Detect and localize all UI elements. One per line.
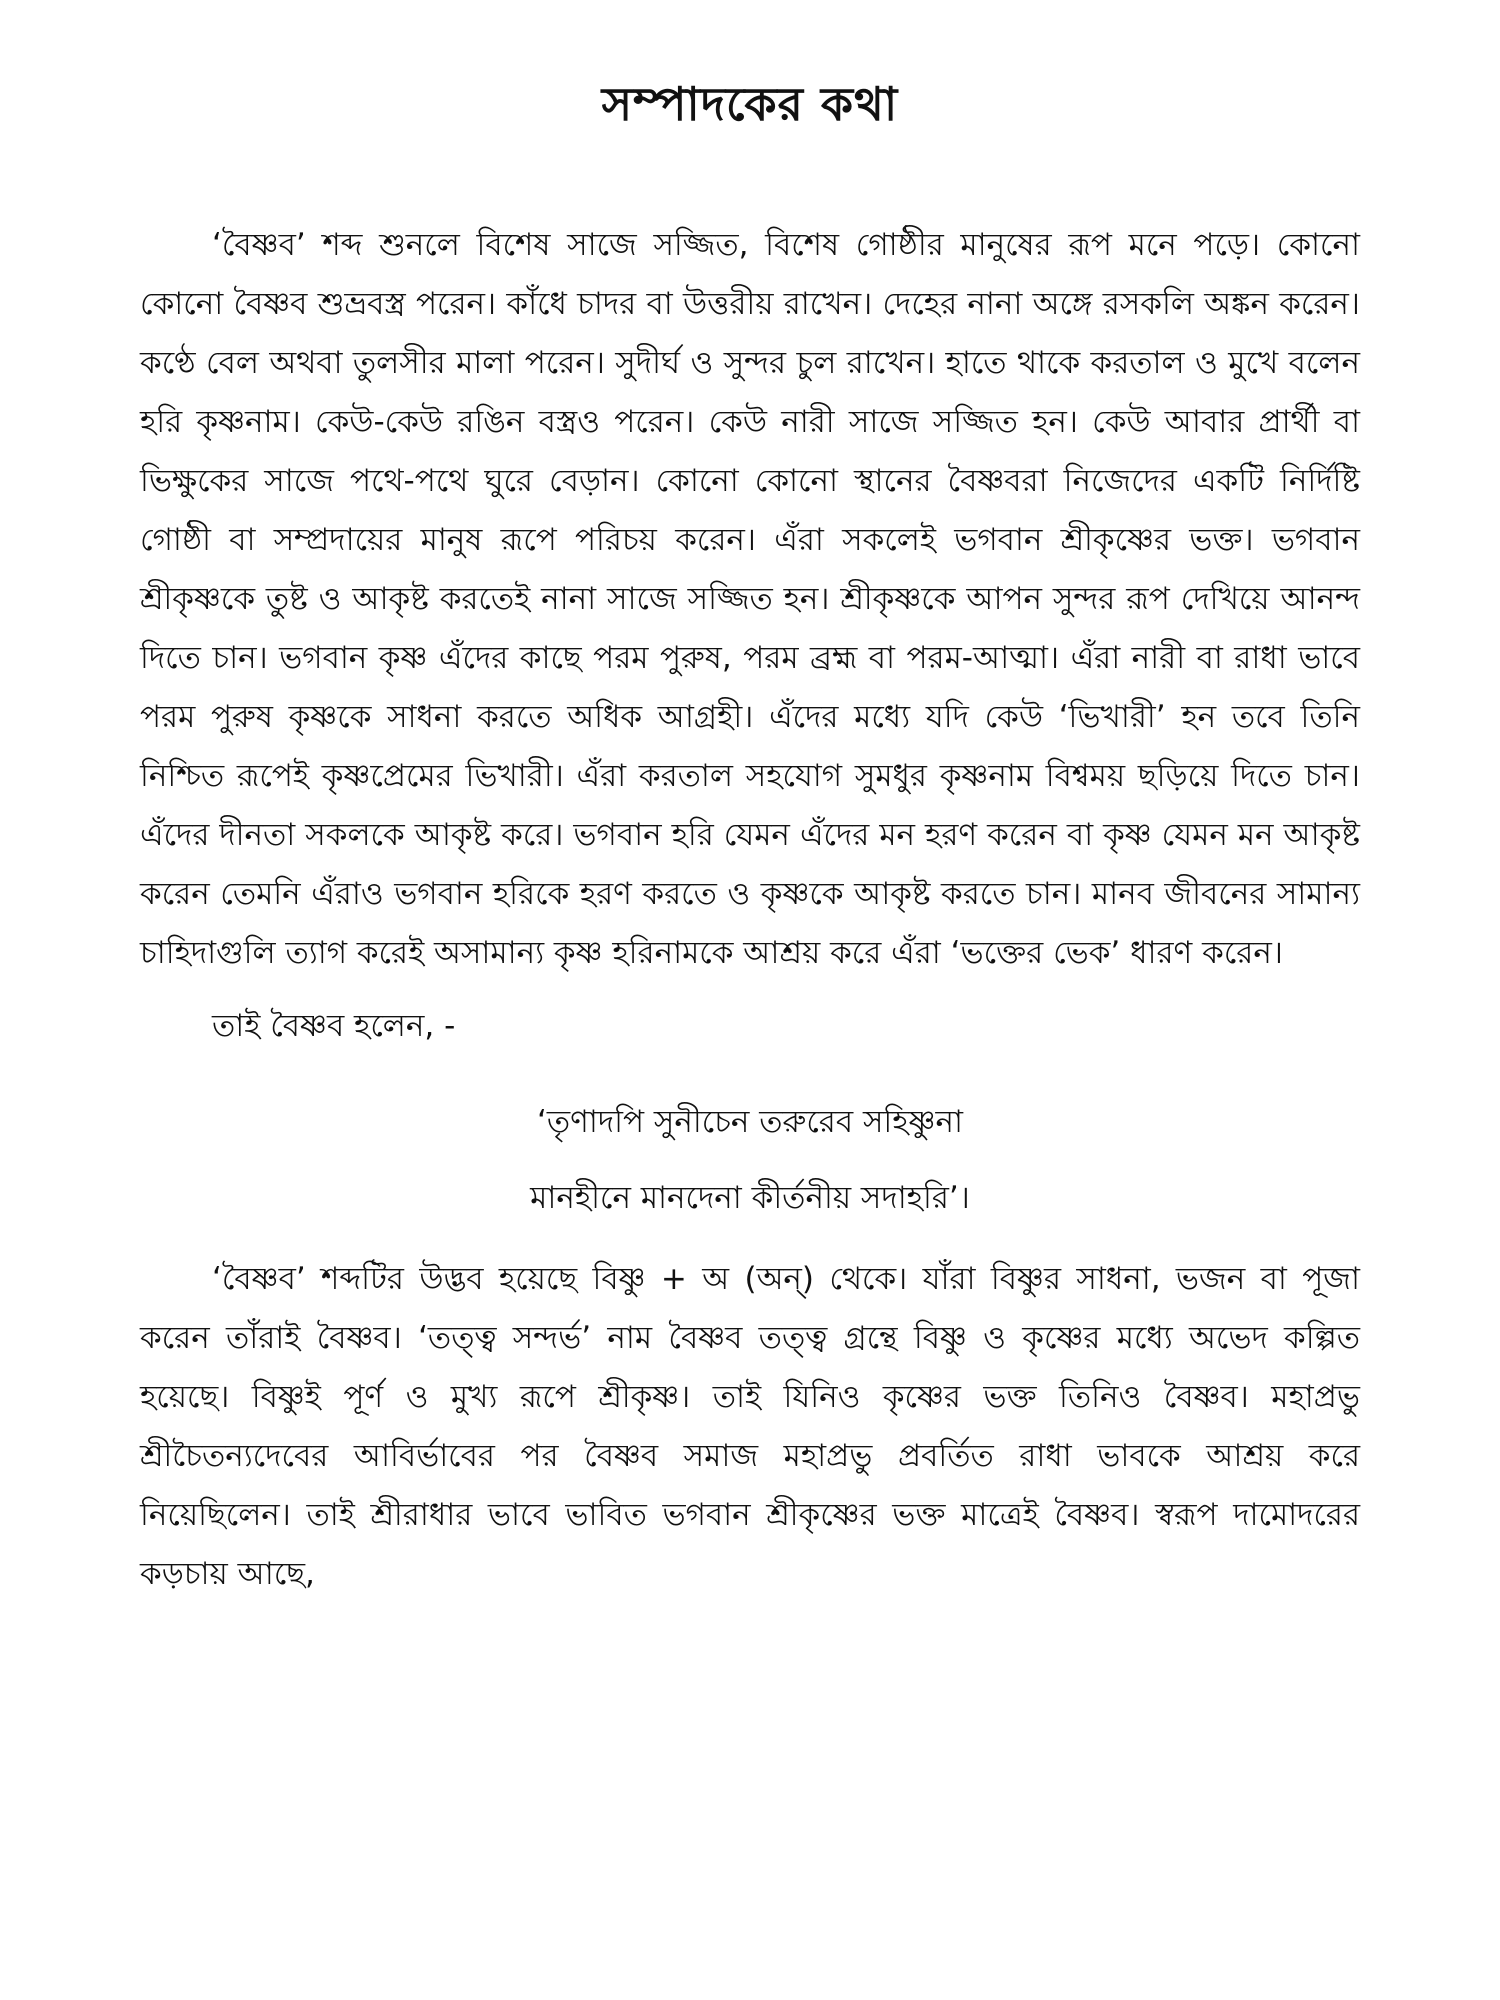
verse-line-2: মানহীনে মানদেনা কীর্তনীয় সদাহরি’। [530,1180,970,1216]
page-title: সম্পাদকের কথা [601,77,899,131]
paragraph-vaishnava-appearance: ‘বৈষ্ণব’ শব্দ শুনলে বিশেষ সাজে সজ্জিত, বিশেষ গোষ্ঠীর মানুষের রূপ মনে পড়ে। কোনো কোনো বৈষ্ণব শুভ্রবস্ত্র পরেন। কাঁধে চাদর বা উত্তরীয় রাখেন। দেহের নানা অঙ্গে রসকলি অঙ্কন করেন। কণ্ঠে বেল অথবা তুলসীর মালা পরেন। সুদীর্ঘ ও সুন্দর চুল রাখেন। হাতে থাকে করতাল ও মুখে বলেন হরি কৃষ্ণনাম। কেউ-কেউ রঙিন বস্ত্রও পরেন। কেউ নারী সাজে সজ্জিত হন। কেউ আবার প্রার্থী বা ভিক্ষুকের সাজে পথে-পথে ঘুরে বেড়ান। কোনো কোনো স্থানের বৈষ্ণবরা নিজেদের একটি নির্দিষ্টি গোষ্ঠী বা সম্প্রদায়ের মানুষ রূপে পরিচয় করেন। এঁরা সকলেই ভগবান শ্রীকৃষ্ণের ভক্ত। ভগবান শ্রীকৃষ্ণকে তুষ্ট ও আকৃষ্ট করতেই নানা সাজে সজ্জিত হন। শ্রীকৃষ্ণকে আপন সুন্দর রূপ দেখিয়ে আনন্দ দিতে চান। ভগবান কৃষ্ণ এঁদের কাছে পরম পুরুষ, পরম ব্রহ্ম বা পরম-আত্মা। এঁরা নারী বা রাধা ভাবে পরম পুরুষ কৃষ্ণকে সাধনা করতে অধিক আগ্রহী। এঁদের মধ্যে যদি কেউ ‘ভিখারী’ হন তবে তিনি নিশ্চিত রূপেই কৃষ্ণপ্রেমের ভিখারী। এঁরা করতাল সহযোগ সুমধুর কৃষ্ণনাম বিশ্বময় ছড়িয়ে দিতে চান। এঁদের দীনতা সকলকে আকৃষ্ট করে। ভগবান হরি যেমন এঁদের মন হরণ করেন বা কৃষ্ণ যেমন মন আকৃষ্ট করেন তেমনি এঁরাও ভগবান হরিকে হরণ করতে ও কৃষ্ণকে আকৃষ্ট করতে চান। মানব জীবনের সামান্য চাহিদাগুলি ত্যাগ করেই অসামান্য কৃষ্ণ হরিনামকে আশ্রয় করে এঁরা ‘ভক্তের ভেক’ ধারণ করেন। [140,227,1360,971]
verse-block [140,1084,1360,1236]
verse-line-1: ‘তৃণাদপি সুনীচেন তরুরেব সহিষ্ণুনা [536,1104,963,1140]
paragraph-vaishnava-origin: ‘বৈষ্ণব’ শব্দটির উদ্ভব হয়েছে বিষ্ণু + অ (অন্) থেকে। যাঁরা বিষ্ণুর সাধনা, ভজন বা পূজা করেন তাঁরাই বৈষ্ণব। ‘তত্ত্ব সন্দর্ভ’ নাম বৈষ্ণব তত্ত্ব গ্রন্থে বিষ্ণু ও কৃষ্ণের মধ্যে অভেদ কল্পিত হয়েছে। বিষ্ণুই পূর্ণ ও মুখ্য রূপে শ্রীকৃষ্ণ। তাই যিনিও কৃষ্ণের ভক্ত তিনিও বৈষ্ণব। মহাপ্রভু শ্রীচৈতন্যদেবের আবির্ভাবের পর বৈষ্ণব সমাজ মহাপ্রভু প্রবর্তিত রাধা ভাবকে আশ্রয় করে নিয়েছিলেন। তাই শ্রীরাধার ভাবে ভাবিত ভগবান শ্রীকৃষ্ণের ভক্ত মাত্রেই বৈষ্ণব। স্বরূপ দামোদরের কড়চায় আছে, [140,1261,1360,1592]
verse-intro: তাই বৈষ্ণব হলেন, - [212,1008,456,1044]
